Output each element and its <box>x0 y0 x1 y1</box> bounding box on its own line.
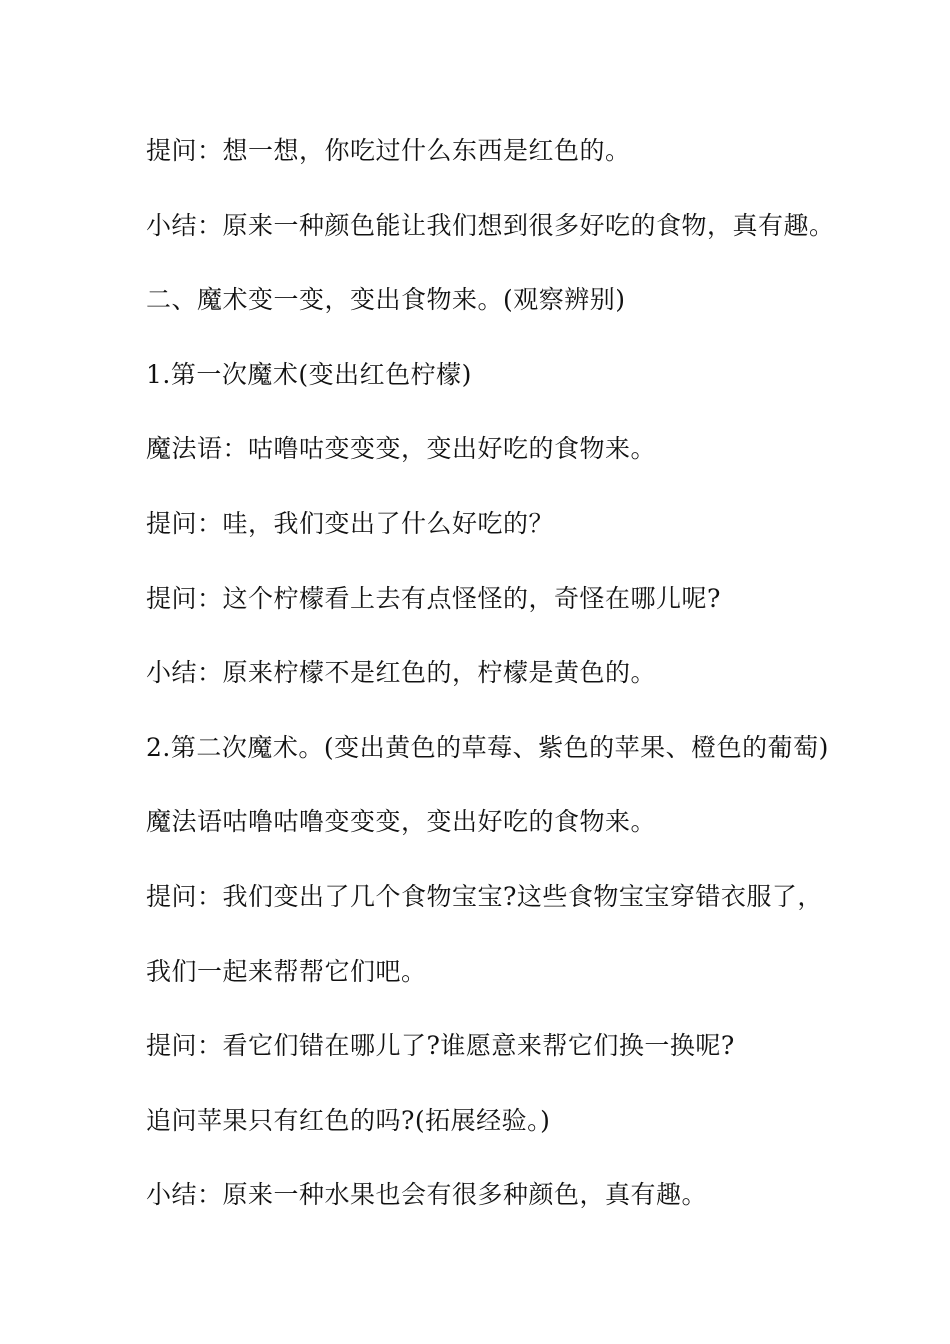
text-line: 提问：哇，我们变出了什么好吃的？ <box>146 508 555 538</box>
text-line: 提问：想一想，你吃过什么东西是红色的。 <box>146 136 631 165</box>
document-body <box>146 128 836 1247</box>
text-line: 1.第一次魔术(变出红色柠檬) <box>146 359 472 389</box>
text-line: 提问：我们变出了几个食物宝宝?这些食物宝宝穿错衣服了， <box>146 881 823 911</box>
text-line: 小结：原来一种颜色能让我们想到很多好吃的食物，真有趣。 <box>146 210 835 240</box>
text-line: 提问：这个柠檬看上去有点怪怪的，奇怪在哪儿呢? <box>146 583 721 613</box>
text-line: 2.第二次魔术。(变出黄色的草莓、紫色的苹果、橙色的葡萄) <box>146 732 829 762</box>
text-line: 追问苹果只有红色的吗?(拓展经验。) <box>146 1105 551 1135</box>
text-line: 二、魔术变一变，变出食物来。(观察辨别) <box>146 285 626 315</box>
text-line: 魔法语咕噜咕噜变变变，变出好吃的食物来。 <box>146 807 657 837</box>
text-line: 小结：原来柠檬不是红色的，柠檬是黄色的。 <box>146 658 657 688</box>
text-line: 提问：看它们错在哪儿了?谁愿意来帮它们换一换呢? <box>146 1031 735 1061</box>
text-line: 小结：原来一种水果也会有很多种颜色，真有趣。 <box>146 1180 708 1210</box>
text-line: 魔法语：咕噜咕变变变，变出好吃的食物来。 <box>146 434 657 464</box>
text-line: 我们一起来帮帮它们吧。 <box>146 956 427 986</box>
